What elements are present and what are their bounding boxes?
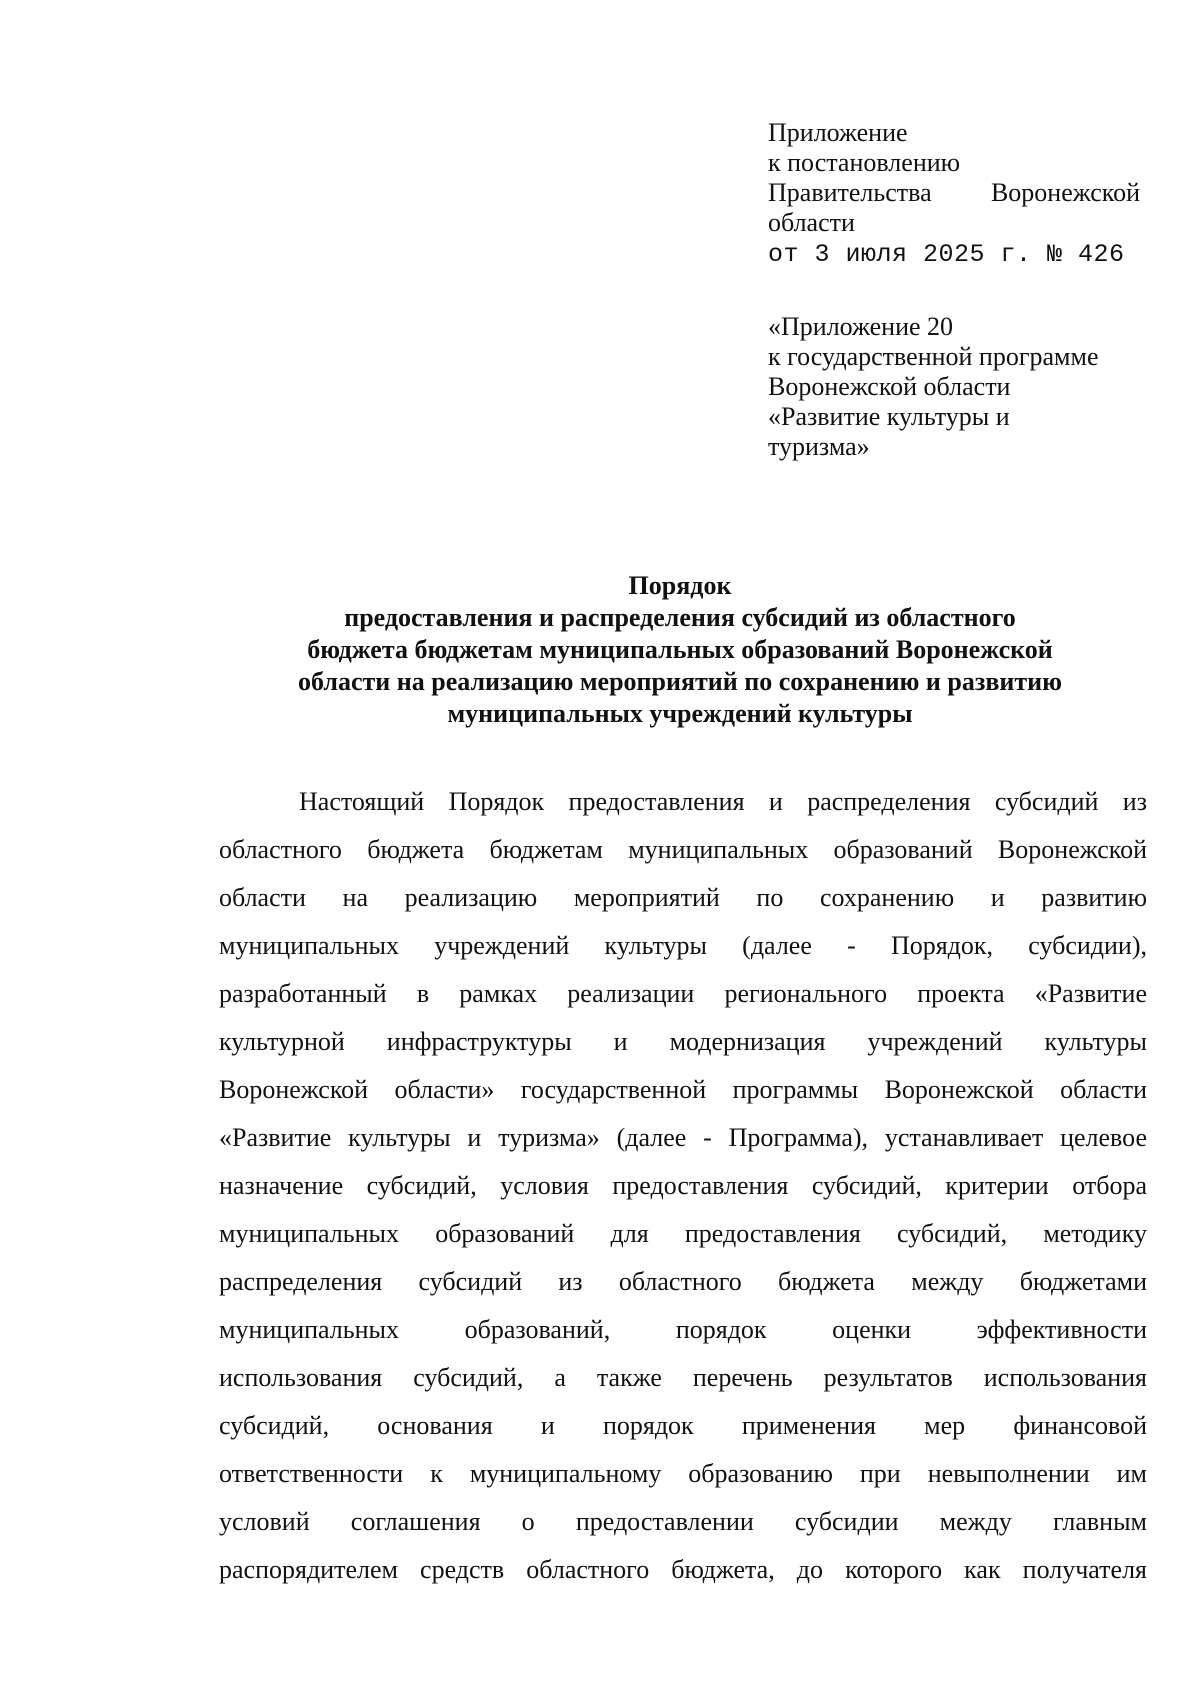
appendix-line: области [768,208,855,237]
appendix-block-program [768,312,1148,462]
decree-date-number: от 3 июля 2025 г. № 426 [768,240,1125,269]
appendix-word: Воронежской [990,178,1140,207]
appendix-block-decree [768,118,1148,270]
paragraph-line: Воронежской области» государственной программы Воронежской области [219,1075,1147,1104]
paragraph-line: областного бюджета бюджетам муниципальных образований Воронежской [219,835,1147,864]
paragraph-line: муниципальных образований для предоставления субсидий, методику [219,1219,1147,1248]
paragraph-line: распределения субсидий из областного бюджета между бюджетами [219,1267,1147,1296]
paragraph-line: разработанный в рамках реализации регионального проекта «Развитие [219,979,1147,1008]
body-paragraph [219,778,1147,1594]
appendix-line: «Приложение 20 [768,312,954,341]
appendix-line: Воронежской области [768,372,1011,401]
paragraph-line: ответственности к муниципальному образованию при невыполнении им [219,1459,1147,1488]
paragraph-line: культурной инфраструктуры и модернизация учреждений культуры [219,1027,1147,1056]
appendix-line: «Развитие культуры и [768,402,1010,431]
appendix-word: Правительства [768,178,932,207]
title-line: бюджета бюджетам муниципальных образований Воронежской [307,635,1053,664]
paragraph-line: условий соглашения о предоставлении субсидии между главным [219,1507,1147,1536]
appendix-line: туризма» [768,432,870,461]
title-line: области на реализацию мероприятий по сохранению и развитию [298,667,1062,696]
paragraph-line: «Развитие культуры и туризма» (далее - Программа), устанавливает целевое [219,1123,1147,1152]
paragraph-line: назначение субсидий, условия предоставления субсидий, критерии отбора [219,1171,1147,1200]
appendix-line-government [768,178,1140,208]
title-line: предоставления и распределения субсидий из областного [344,603,1016,632]
title-line: муниципальных учреждений культуры [447,699,913,728]
title-line: Порядок [628,571,732,600]
paragraph-line: субсидий, основания и порядок применения мер финансовой [219,1411,1147,1440]
paragraph-line: использования субсидий, а также перечень результатов использования [219,1363,1147,1392]
appendix-line: Приложение [768,118,908,147]
paragraph-line: Настоящий Порядок предоставления и распределения субсидий из [299,787,1147,816]
paragraph-line: области на реализацию мероприятий по сохранению и развитию [219,883,1147,912]
appendix-line: к постановлению [768,148,961,177]
document-title [150,570,1200,730]
paragraph-line: распорядителем средств областного бюджета, до которого как получателя [219,1555,1147,1584]
appendix-line: к государственной программе [768,342,1099,371]
paragraph-line: муниципальных учреждений культуры (далее - Порядок, субсидии), [219,931,1147,960]
paragraph-line: муниципальных образований, порядок оценки эффективности [219,1315,1147,1344]
